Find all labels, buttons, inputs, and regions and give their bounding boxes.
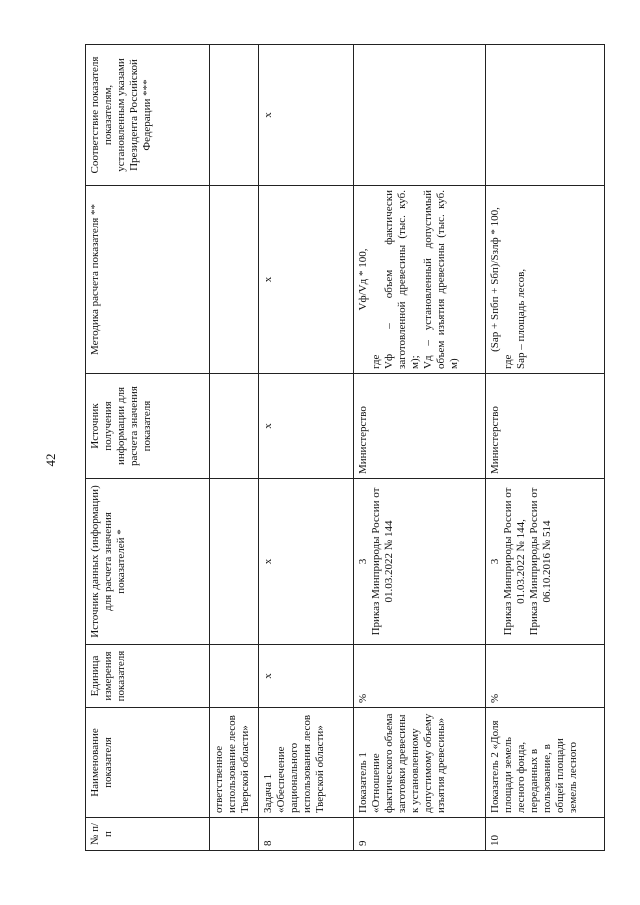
data-source-text: Приказ Минприроды России от 01.03.2022 № 144, [501,487,527,636]
cell-name: Задача 1 «Обеспечение рационального использования лесов Тверской области» [259,708,354,818]
data-source-text: Приказ Минприроды России от 01.03.2022 № 144 [369,487,395,636]
table-row [354,45,486,851]
table-header-row [86,45,210,851]
cell-unit: х [259,645,354,708]
cell-unit [210,645,259,708]
cell-num: 10 [486,818,605,851]
method-line: Vф – объем фактически заготовленной древесины (тыс. куб. м); [382,190,421,369]
header-info-source: Источник получения информации для расчета значения показателя [86,374,210,479]
table-row [259,45,354,851]
cell-info-source: Министерство [354,374,486,479]
cell-num: 9 [354,818,486,851]
rotated-page-content [85,45,579,851]
cell-method [354,186,486,374]
cell-compliance [210,45,259,186]
indicators-table-container [85,45,579,851]
header-name: Наименование показателя [86,708,210,818]
method-formula: (Sар + Sпбп + Sбп)/Sзлф * 100, [489,207,501,352]
page-number: 42 [43,453,58,467]
method-line: Vд – установленный допустимый объем изъятия древесины (тыс. куб. м) [421,190,460,369]
header-compliance: Соответствие показателя показателям, установленным указами Президента Российской Федерации *** [86,45,210,186]
method-where: где [501,354,514,369]
cell-compliance [354,45,486,186]
cell-data-source [486,479,605,645]
cell-info-source [210,374,259,479]
cell-method: х [259,186,354,374]
header-data-source: Источник данных (информации) для расчета значения показателей * [86,479,210,645]
cell-unit: % [486,645,605,708]
method-line: Sар – площадь лесов, [514,268,527,369]
data-source-text: Приказ Минприроды России от 06.10.2016 № 514 [527,487,553,636]
cell-name: Показатель 1 «Отношение фактического объема заготовки древесины к установленному допустимому объему изъятия древесины» [354,708,486,818]
header-unit: Единица измерения показателя [86,645,210,708]
cell-num [210,818,259,851]
cell-name: Показатель 2 «Доля площади земель лесного фонда, переданных в пользование, в общей площади земель лесного [486,708,605,818]
cell-data-source [354,479,486,645]
indicators-table [85,44,605,851]
cell-data-source [210,479,259,645]
cell-compliance [486,45,605,186]
table-row [486,45,605,851]
header-num: № п/п [86,818,210,851]
cell-method [486,186,605,374]
cell-num: 8 [259,818,354,851]
data-source-code: 3 [357,558,369,565]
method-formula: Vф/Vд * 100, [357,248,369,311]
header-method: Методика расчета показателя ** [86,186,210,374]
data-source-code: 3 [489,558,501,565]
cell-method [210,186,259,374]
table-row [210,45,259,851]
cell-info-source: Министерство [486,374,605,479]
cell-name: ответственное использование лесов Тверской области» [210,708,259,818]
cell-data-source: х [259,479,354,645]
method-where: где [369,354,382,369]
cell-info-source: х [259,374,354,479]
cell-unit: % [354,645,486,708]
cell-compliance: х [259,45,354,186]
